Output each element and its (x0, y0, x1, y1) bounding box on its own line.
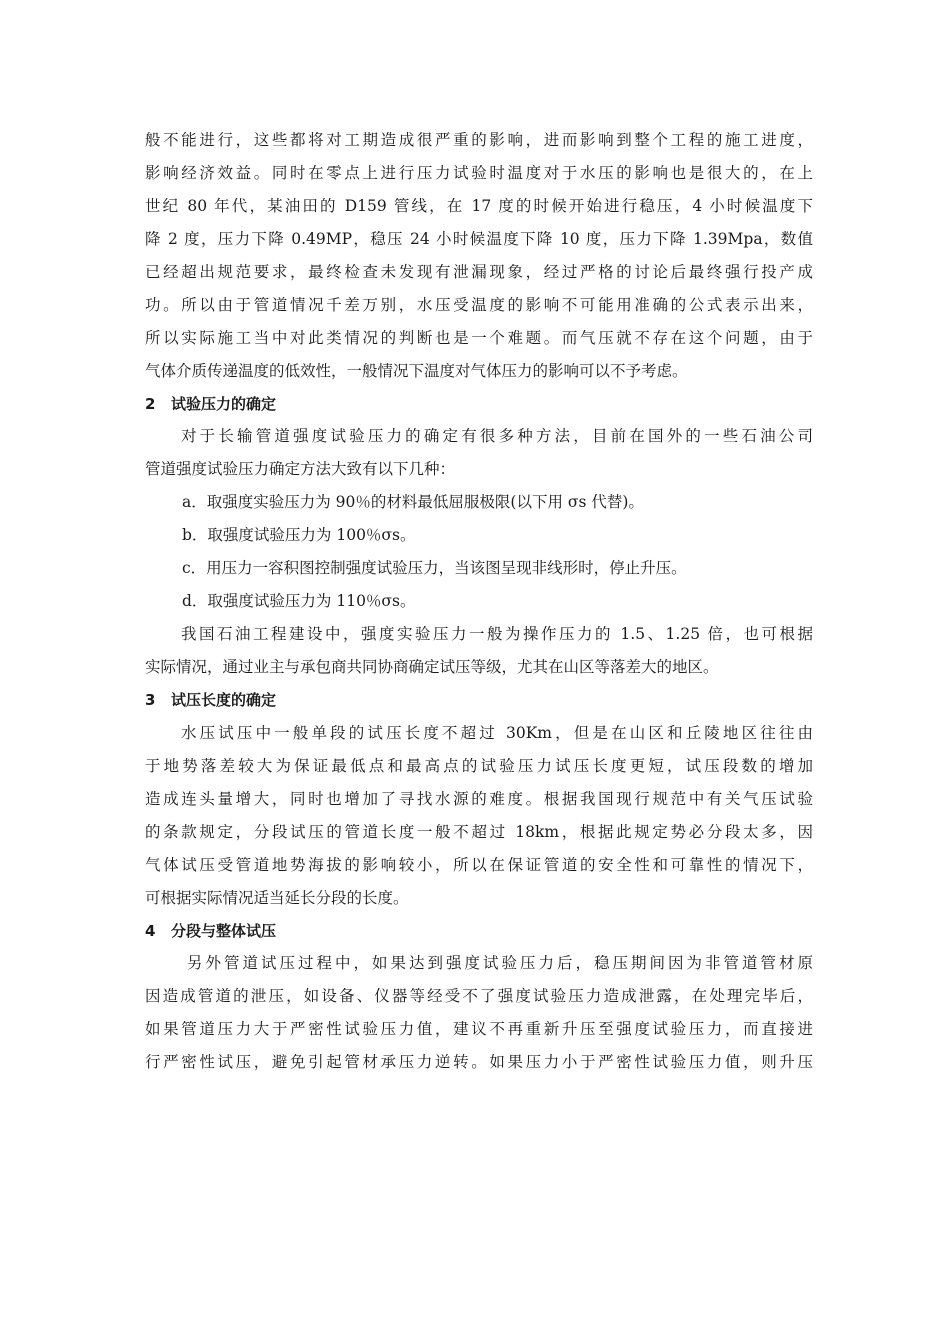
section-title: 分段与整体试压 (171, 921, 277, 940)
paragraph-line: 实际情况，通过业主与承包商共同协商确定试压等级，尤其在山区等落差大的地区。 (145, 658, 719, 676)
section-number: 2 (145, 394, 156, 413)
list-item: c．用压力一容积图控制强度试验压力，当该图呈现非线形时，停止升压。 (182, 559, 687, 578)
paragraph-line: 功。所以由于管道情况千差万别，水压受温度的影响不可能用准确的公式表示出来， (145, 295, 813, 314)
paragraph-line: 已经超出规范要求，最终检查未发现有泄漏现象，经过严格的讨论后最终强行投产成 (145, 262, 813, 281)
paragraph-line: 行严密性试压，避免引起管材承压力逆转。如果压力小于严密性试验压力值，则升压 (145, 1053, 813, 1072)
paragraph-line: 降 2 度，压力下降 0.49MP，稳压 24 小时候温度下降 10 度，压力下降 1.39Mpa，数值 (145, 229, 813, 248)
paragraph-line: 可根据实际情况适当延长分段的长度。 (145, 888, 409, 907)
paragraph-line: 所以实际施工当中对此类情况的判断也是一个难题。而气压就不存在这个问题，由于 (145, 328, 813, 347)
paragraph-line: 气体介质传递温度的低效性，一般情况下温度对气体压力的影响可以不予考虑。 (145, 361, 688, 380)
paragraph-line: 对于长输管道强度试验压力的确定有很多种方法，目前在国外的一些石油公司 (181, 427, 813, 446)
paragraph-line: 因造成管道的泄压，如设备、仪器等经受不了强度试验压力造成泄露，在处理完毕后， (145, 987, 813, 1006)
section-number: 3 (145, 690, 156, 709)
paragraph-line: 造成连头量增大，同时也增加了寻找水源的难度。根据我国现行规范中有关气压试验 (145, 789, 813, 808)
paragraph-line: 世纪 80 年代，某油田的 D159 管线，在 17 度的时候开始进行稳压，4 小时候温度下 (145, 196, 813, 215)
paragraph-line: 般不能进行，这些都将对工期造成很严重的影响，进而影响到整个工程的施工进度， (145, 131, 813, 149)
section-heading-4 (145, 915, 813, 948)
paragraph-line: 的条款规定，分段试压的管道长度一般不超过 18km，根据此规定势必分段太多，因 (145, 822, 813, 841)
paragraph-line: 气体试压受管道地势海拔的影响较小，所以在保证管道的安全性和可靠性的情况下， (145, 855, 813, 874)
paragraph-line: 管道强度试验压力确定方法大致有以下几种： (145, 460, 456, 479)
section-number: 4 (145, 921, 156, 940)
paragraph-line: 我国石油工程建设中，强度实验压力一般为操作压力的 1.5、1.25 倍，也可根据 (181, 625, 813, 644)
section-heading-3 (145, 684, 813, 717)
paragraph-line: 如果管道压力大于严密性试验压力值，建议不再重新升压至强度试验压力，而直接进 (145, 1020, 813, 1039)
list-item: a．取强度实验压力为 90％的材料最低屈服极限(以下用 σs 代替)。 (182, 493, 644, 512)
section-title: 试压长度的确定 (171, 690, 277, 709)
paragraph-line: 于地势落差较大为保证最低点和最高点的试验压力试压长度更短，试压段数的增加 (145, 756, 813, 775)
section-title: 试验压力的确定 (171, 394, 277, 413)
paragraph-line: 影响经济效益。同时在零点上进行压力试验时温度对于水压的影响也是很大的，在上 (145, 163, 813, 182)
paragraph-line: 水压试压中一般单段的试压长度不超过 30Km，但是在山区和丘陵地区往往由 (181, 723, 813, 742)
paragraph-line: 另外管道试压过程中，如果达到强度试验压力后，稳压期间因为非管道管材原 (187, 954, 813, 973)
list-item: b．取强度试验压力为 100％σs。 (182, 526, 416, 545)
section-heading-2 (145, 388, 813, 421)
list-item: d．取强度试验压力为 110％σs。 (182, 592, 416, 611)
